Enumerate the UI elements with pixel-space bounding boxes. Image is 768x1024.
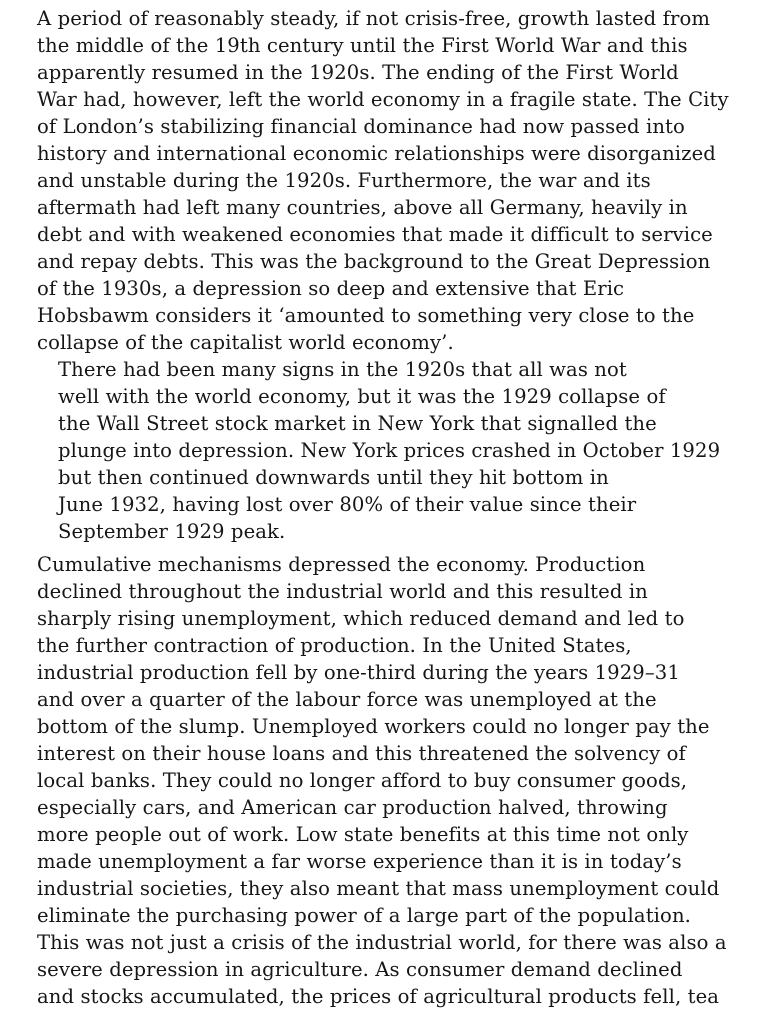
text-line: sharply rising unemployment, which reduced demand and led to [37, 607, 685, 630]
text-line: history and international economic relationships were disorganized [37, 142, 716, 165]
text-line: This was not just a crisis of the industrial world, for there was also a [37, 931, 727, 954]
text-line: industrial production fell by one-third during the years 1929–31 [37, 661, 680, 684]
text-line: interest on their house loans and this threatened the solvency of [37, 742, 686, 765]
text-line: and unstable during the 1920s. Furthermore, the war and its [37, 169, 651, 192]
text-line: A period of reasonably steady, if not crisis-free, growth lasted from [37, 7, 711, 30]
text-line: aftermath had left many countries, above all Germany, heavily in [37, 196, 688, 219]
text-line: declined throughout the industrial world and this resulted in [37, 580, 648, 603]
text-line: of London’s stabilizing financial dominance had now passed into [37, 115, 685, 138]
text-line: and repay debts. This was the background to the Great Depression [37, 250, 711, 273]
quote-line: plunge into depression. New York prices crashed in October 1929 [58, 439, 721, 462]
quote-line: June 1932, having lost over 80% of their value since their [58, 493, 637, 516]
text-line: War had, however, left the world economy in a fragile state. The City [37, 88, 729, 111]
text-line: industrial societies, they also meant that mass unemployment could [37, 877, 720, 900]
text-line: Cumulative mechanisms depressed the economy. Production [37, 553, 646, 576]
quote-line: September 1929 peak. [58, 520, 286, 543]
text-line: severe depression in agriculture. As consumer demand declined [37, 958, 683, 981]
text-line: of the 1930s, a depression so deep and extensive that Eric [37, 277, 625, 300]
text-line: bottom of the slump. Unemployed workers could no longer pay the [37, 715, 710, 738]
quote-line: the Wall Street stock market in New York that signalled the [58, 412, 657, 435]
text-line: Hobsbawm considers it ‘amounted to something very close to the [37, 304, 695, 327]
text-line: the further contraction of production. In the United States, [37, 634, 632, 657]
text-line: especially cars, and American car production halved, throwing [37, 796, 668, 819]
quote-line: There had been many signs in the 1920s that all was not [58, 358, 627, 381]
text-line: apparently resumed in the 1920s. The ending of the First World [37, 61, 679, 84]
text-line: eliminate the purchasing power of a large part of the population. [37, 904, 691, 927]
text-line: debt and with weakened economies that made it difficult to service [37, 223, 713, 246]
text-line: collapse of the capitalist world economy’. [37, 331, 454, 354]
quote-line: well with the world economy, but it was the 1929 collapse of [58, 385, 666, 408]
quote-line: but then continued downwards until they hit bottom in [58, 466, 609, 489]
text-line: made unemployment a far worse experience than it is in today’s [37, 850, 682, 873]
text-line: the middle of the 19th century until the First World War and this [37, 34, 688, 57]
text-line: more people out of work. Low state benefits at this time not only [37, 823, 689, 846]
text-line: local banks. They could no longer afford to buy consumer goods, [37, 769, 688, 792]
text-line: and over a quarter of the labour force was unemployed at the [37, 688, 657, 711]
text-line: and stocks accumulated, the prices of agricultural products fell, tea [37, 985, 720, 1008]
